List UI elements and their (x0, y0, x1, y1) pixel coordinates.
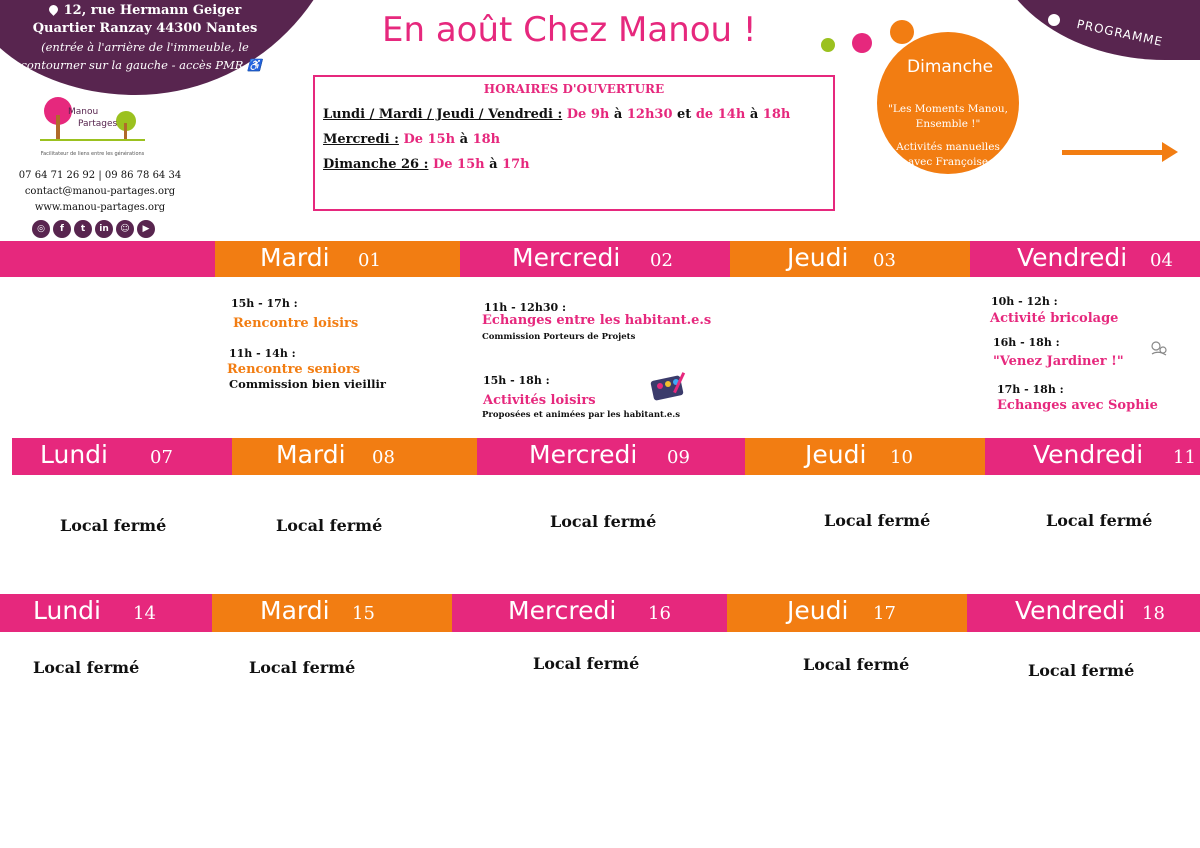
twitter-icon[interactable]: t (74, 220, 92, 238)
hours-line-weekdays: Lundi / Mardi / Jeudi / Vendredi : De 9h à 12h30 et de 14h à 18h (323, 107, 791, 122)
tue-event-1: Rencontre loisirs (233, 316, 359, 331)
closed-thu-10: Local fermé (824, 511, 931, 530)
fri-time-1: 10h - 12h : (991, 295, 1058, 308)
closed-wed-16: Local fermé (533, 654, 640, 673)
fri-event-2: "Venez Jardiner !" (993, 354, 1124, 369)
fri-event-3: Echanges avec Sophie (997, 398, 1158, 413)
hours-line-wednesday: Mercredi : De 15h à 18h (323, 132, 501, 147)
page-title: En août Chez Manou ! (382, 10, 757, 50)
contact-website[interactable]: www.manou-partages.org (34, 202, 166, 213)
address-line2: Quartier Ranzay 44300 Nantes (32, 21, 258, 36)
closed-thu-17: Local fermé (803, 655, 910, 674)
week3-header-tuesday: Mardi 15 (212, 594, 452, 632)
logo-name-line2: Partages (78, 119, 118, 129)
logo (30, 95, 155, 159)
wed-event-2: Activités loisirs (483, 393, 596, 408)
pink-dot (852, 33, 872, 53)
week3-header-monday: Lundi 14 (0, 594, 212, 632)
closed-mon-14: Local fermé (33, 658, 140, 677)
week2-header-friday: Vendredi 11 (985, 438, 1200, 475)
logo-name-line1: Manou (68, 107, 99, 117)
lime-dot (821, 38, 835, 52)
arrow-right-icon (1062, 150, 1172, 155)
week1-header-tuesday: Mardi 01 (215, 241, 460, 277)
tue-subtitle-2: Commission bien vieillir (229, 377, 386, 391)
wed-event-1: Echanges entre les habitant.e.s (482, 313, 712, 328)
week2-header-monday: Lundi 07 (12, 438, 232, 475)
sunday-desc: Activités manuelles avec Françoise (896, 141, 1000, 168)
fri-time-2: 16h - 18h : (993, 336, 1060, 349)
paint-palette-icon (650, 370, 688, 402)
tue-time-1: 15h - 17h : (231, 297, 298, 310)
purple-dot (1048, 14, 1060, 26)
contact-email[interactable]: contact@manou-partages.org (24, 186, 176, 197)
wed-subtitle-1: Commission Porteurs de Projets (482, 332, 636, 342)
address-block (10, 2, 280, 74)
sunday-title: "Les Moments Manou, Ensemble !" (888, 103, 1008, 130)
sunday-num: 27 (1010, 50, 1024, 63)
opening-hours-box (313, 75, 835, 211)
sunday-event-circle (877, 32, 1024, 174)
closed-fri-18: Local fermé (1028, 661, 1135, 680)
week3-header-wednesday: Mercredi 16 (452, 594, 727, 632)
closed-tue-08: Local fermé (276, 516, 383, 535)
logo-tagline: Facilitateur de liens entre les générations (40, 151, 145, 157)
week1-header-thursday: Jeudi 03 (730, 241, 970, 277)
wed-time-2: 15h - 18h : (483, 374, 550, 387)
garden-flower-icon (1148, 338, 1170, 358)
week1-empty-header (0, 241, 215, 277)
week2-header-wednesday: Mercredi 09 (477, 438, 745, 475)
wed-subtitle-2: Proposées et animées par les habitant.e.s (482, 410, 681, 420)
closed-mon-07: Local fermé (60, 516, 167, 535)
sunday-day: Dimanche (907, 57, 994, 77)
fri-event-1: Activité bricolage (990, 311, 1119, 326)
week3-header-thursday: Jeudi 17 (727, 594, 967, 632)
closed-wed-09: Local fermé (550, 512, 657, 531)
linkedin-icon[interactable]: in (95, 220, 113, 238)
contact-block (10, 168, 190, 216)
address-line1: 12, rue Hermann Geiger (10, 2, 280, 20)
hours-line-sunday: Dimanche 26 : De 15h à 17h (323, 157, 530, 172)
closed-fri-11: Local fermé (1046, 511, 1153, 530)
orange-dot (890, 20, 914, 44)
tue-time-2: 11h - 14h : (229, 347, 296, 360)
youtube-icon[interactable]: ▶ (137, 220, 155, 238)
week2-header-tuesday: Mardi 08 (232, 438, 477, 475)
facebook-icon[interactable]: f (53, 220, 71, 238)
address-note: (entrée à l'arrière de l'immeuble, le contourner sur la gauche - accès PMR ♿ ) (20, 40, 270, 72)
closed-tue-15: Local fermé (249, 658, 356, 677)
wed-time-1: 11h - 12h30 : (484, 301, 567, 314)
week1-header-wednesday: Mercredi 02 (460, 241, 730, 277)
programme-label: PROGRAMME (1075, 17, 1165, 49)
social-icons (32, 216, 158, 238)
fri-time-3: 17h - 18h : (997, 383, 1064, 396)
instagram-icon[interactable]: ◎ (32, 220, 50, 238)
week2-header-thursday: Jeudi 10 (745, 438, 985, 475)
tue-event-2: Rencontre seniors (227, 362, 361, 377)
opening-hours-heading: HORAIRES D'OUVERTURE (483, 82, 665, 96)
snapchat-icon[interactable]: ☺ (116, 220, 134, 238)
week1-header-friday: Vendredi 04 (970, 241, 1200, 277)
contact-phones: 07 64 71 26 92 | 09 86 78 64 34 (18, 170, 182, 181)
wheelchair-icon: ♿ (247, 58, 262, 72)
week3-header-friday: Vendredi 18 (967, 594, 1200, 632)
location-pin-icon (47, 3, 60, 16)
